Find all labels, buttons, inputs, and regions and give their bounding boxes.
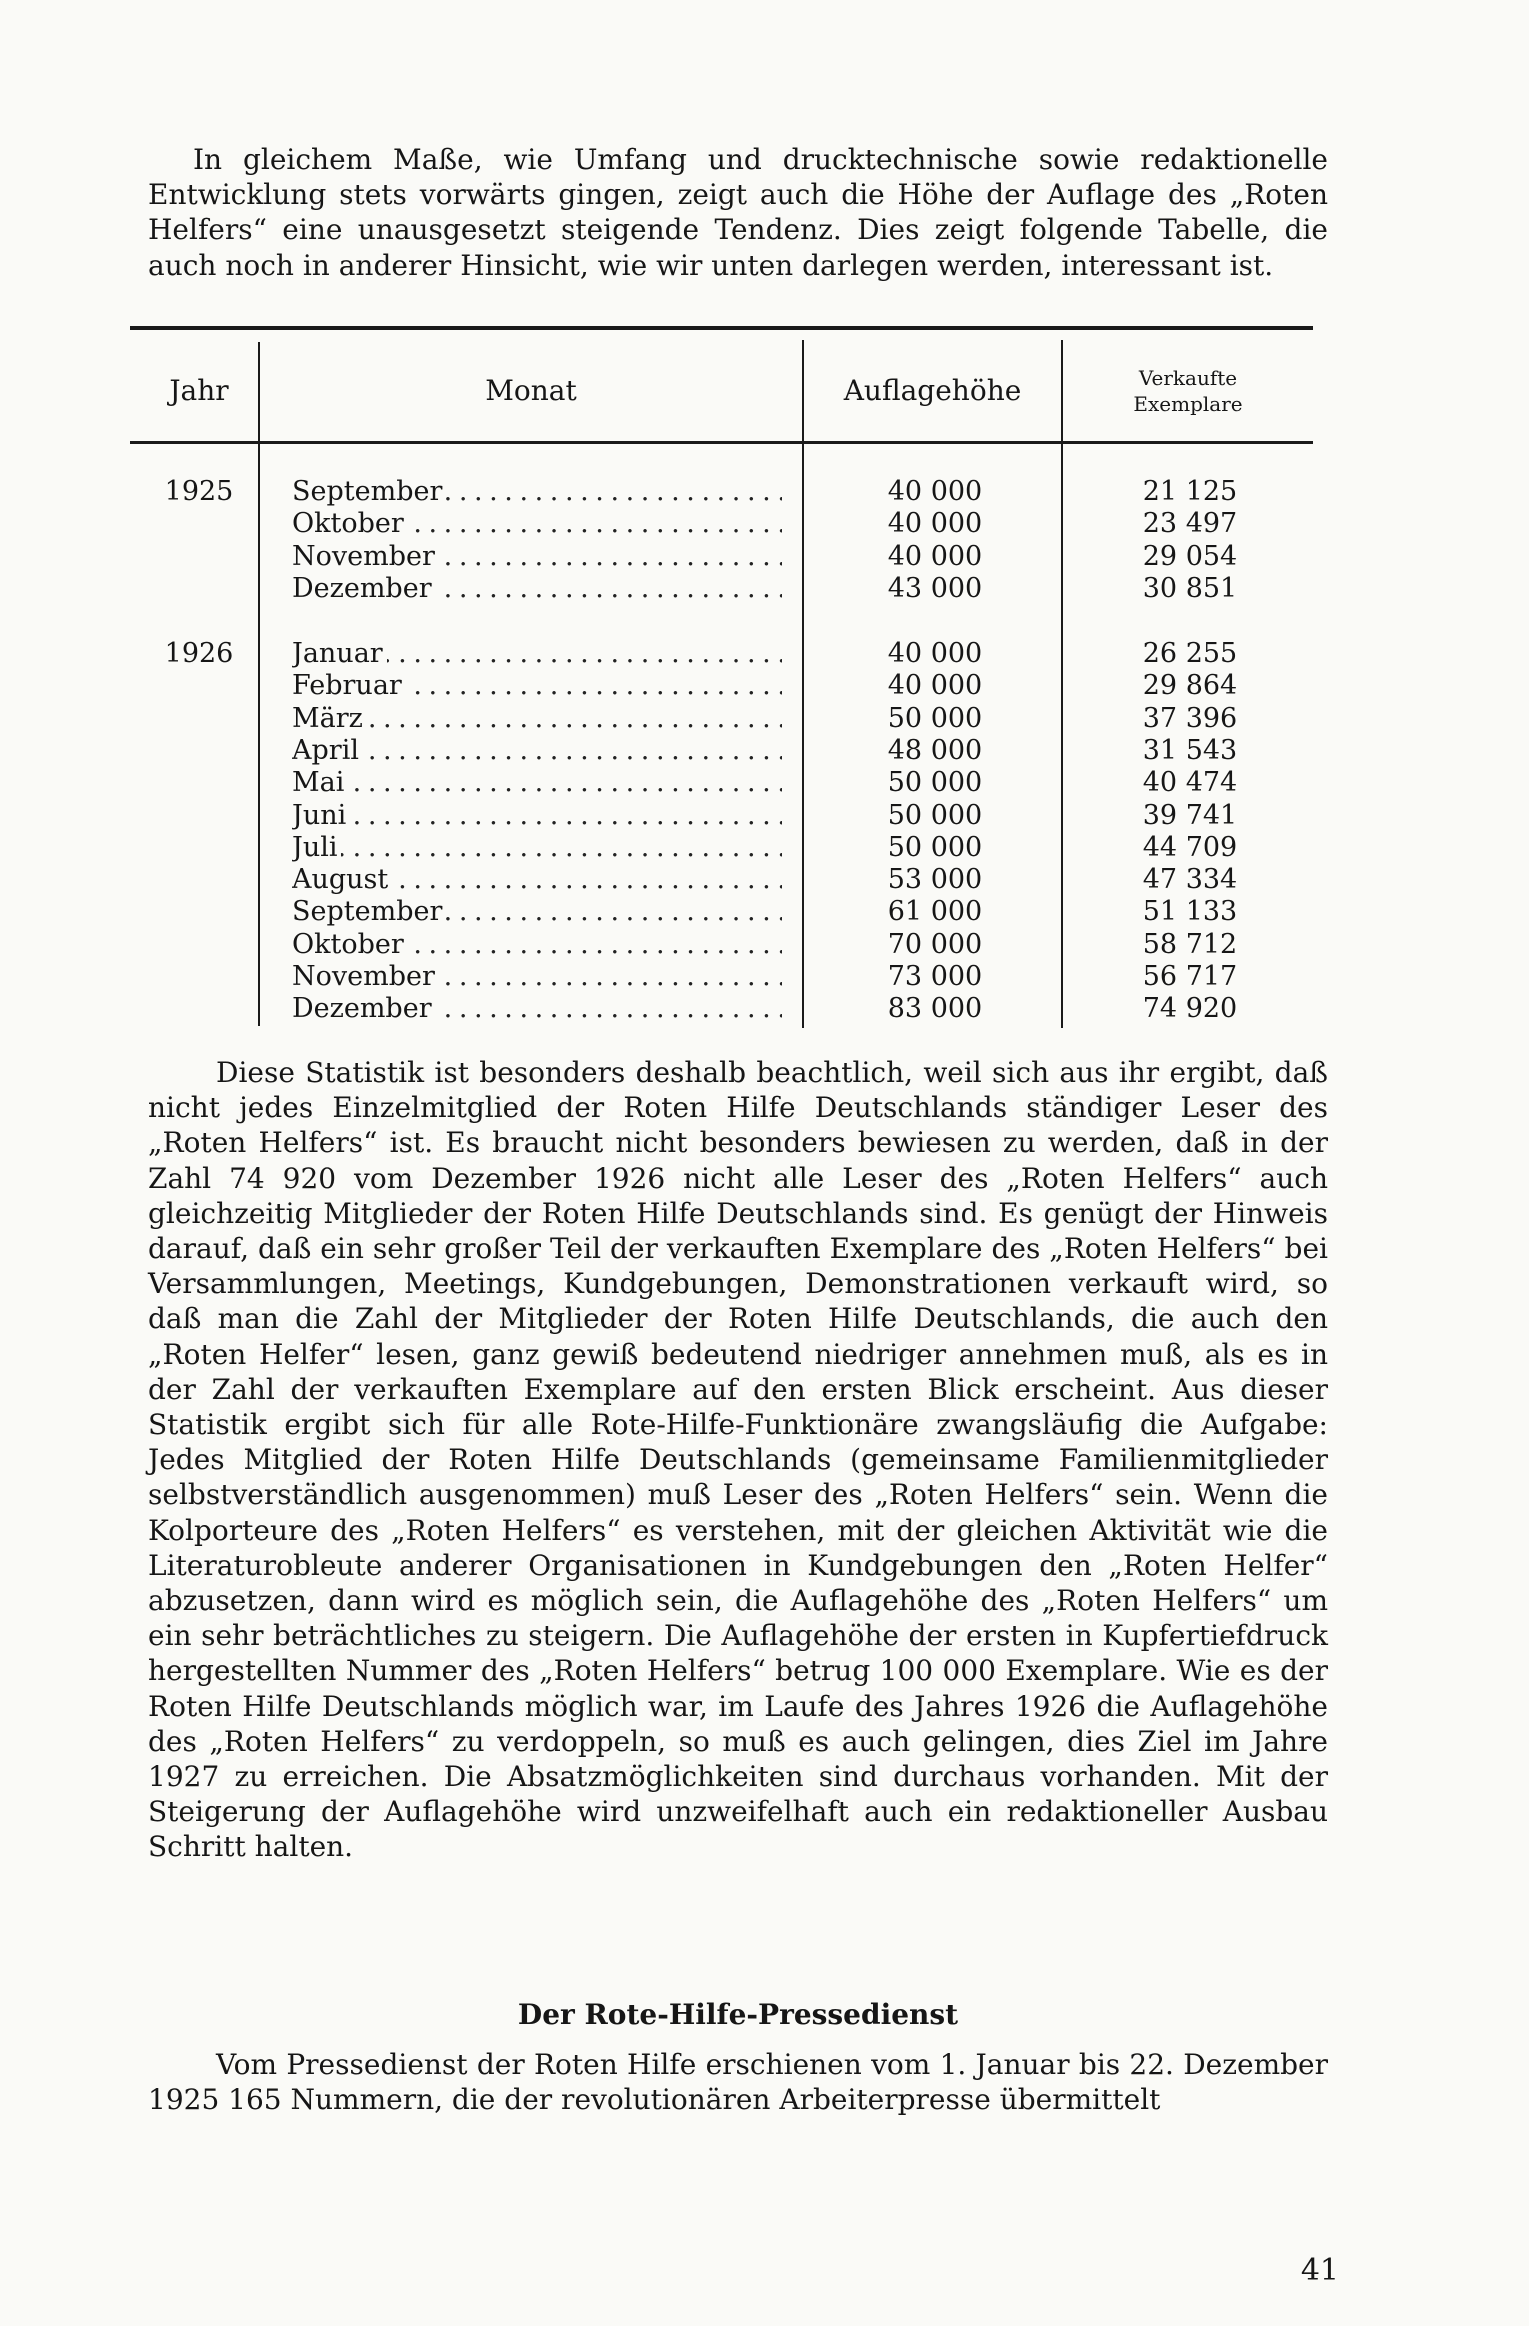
month-cell <box>292 508 782 540</box>
auflage-cell: 48 000 <box>887 734 983 766</box>
body-text: Diese Statistik ist besonders deshalb beachtlich, weil sich aus ihr ergibt, daß nicht jedes Einzelmitglied der Roten Hilfe Deutschlands ständiger Leser des „Roten Helfers“ ist. Es braucht nicht besonders bewiesen zu werden, daß in der Zahl 74 920 vom Dezember 1926 nicht alle Leser des „Roten Helfers“ auch gleichzeitig Mitglieder der Roten Hilfe Deutschlands sind. Es genügt der Hinweis darauf, daß ein sehr großer Teil der verkauften Exemplare des „Roten Helfers“ bei Versammlungen, Meetings, Kundgebungen, Demonstrationen verkauft wird, so daß man die Zahl der Mitglieder der Roten Hilfe Deutschlands, die auch den „Roten Helfer“ lesen, ganz gewiß bedeutend niedriger annehmen muß, als es in der Zahl der verkauften Exemplare auf den ersten Blick erscheint. Aus dieser Statistik ergibt sich für alle Rote-Hilfe-Funktionäre zwangsläufig die Aufgabe: Jedes Mitglied der Roten Hilfe Deutschlands (gemeinsame Familienmitglieder selbstverständlich ausgenommen) muß Leser des „Roten Helfers“ sein. Wenn die Kolporteure des „Roten Helfers“ es verstehen, mit der gleichen Aktivität wie die Literaturobleute anderer Organisationen in Kundgebungen den „Roten Helfer“ abzusetzen, dann wird es möglich sein, die Auflagehöhe des „Roten Helfers“ um ein sehr beträchtliches zu steigern. Die Auflagehöhe der ersten in Kupfertiefdruck hergestellten Nummer des „Roten Helfers“ betrug 100 000 Exemplare. Wie es der Roten Hilfe Deutschlands möglich war, im Laufe des Jahres 1926 die Auflagehöhe des „Roten Helfers“ zu verdoppeln, so muß es auch gelingen, dies Ziel im Jahre 1927 zu erreichen. Die Absatzmöglichkeiten sind durchaus vorhanden. Mit der Steigerung der Auflagehöhe wird unzweifelhaft auch ein redaktioneller Ausbau Schritt halten. <box>148 1056 1328 1864</box>
table-row <box>0 767 1529 799</box>
verkauft-cell: 74 920 <box>1142 993 1238 1025</box>
verkauft-cell: 37 396 <box>1142 702 1238 734</box>
auflage-cell: 40 000 <box>887 476 983 507</box>
month-cell <box>292 476 782 508</box>
verkauft-cell: 23 497 <box>1142 508 1238 540</box>
auflage-cell: 61 000 <box>887 896 983 928</box>
month-cell <box>292 800 782 832</box>
table-header-rule <box>130 441 1313 444</box>
table-row <box>0 961 1529 993</box>
month-cell <box>292 767 782 799</box>
month-name: November <box>292 541 439 572</box>
month-name: November <box>292 961 439 992</box>
last-text: Vom Pressedienst der Roten Hilfe erschienen vom 1. Januar bis 22. Dezember 1925 165 Nummern, die der revolutionären Arbeiterpresse übermittelt <box>148 2048 1328 2117</box>
page-number: 41 <box>1300 2253 1339 2288</box>
header-verkauft <box>1063 365 1313 417</box>
verkauft-cell: 31 543 <box>1142 734 1238 766</box>
month-name: Oktober <box>292 508 408 539</box>
month-cell <box>292 896 782 928</box>
verkauft-cell: 58 712 <box>1142 928 1238 960</box>
month-name: Juli <box>292 832 341 863</box>
auflage-cell: 70 000 <box>887 928 983 960</box>
auflage-cell: 50 000 <box>887 799 983 831</box>
month-name: Februar <box>292 670 406 701</box>
auflage-cell: 53 000 <box>887 864 983 896</box>
header-verkauft-line1: Verkaufte <box>1138 366 1238 390</box>
month-name: Dezember <box>292 573 436 604</box>
month-name: August <box>292 864 392 895</box>
table-row <box>0 508 1529 540</box>
table-row <box>0 864 1529 896</box>
auflage-cell: 40 000 <box>887 638 983 669</box>
section-heading: Der Rote-Hilfe-Pressedienst <box>517 1998 959 2031</box>
month-name: September <box>292 476 446 507</box>
month-cell <box>292 638 782 670</box>
table-row <box>0 929 1529 961</box>
verkauft-cell: 56 717 <box>1142 961 1238 992</box>
verkauft-cell: 26 255 <box>1142 638 1238 669</box>
month-cell <box>292 573 782 605</box>
auflage-cell: 50 000 <box>887 767 983 799</box>
table-row <box>0 993 1529 1025</box>
month-cell <box>292 864 782 896</box>
month-name: Dezember <box>292 993 436 1024</box>
month-name: Januar <box>292 638 387 669</box>
month-name: September <box>292 896 446 927</box>
month-name: März <box>292 703 367 734</box>
last-paragraph <box>148 2047 1328 2117</box>
verkauft-cell: 39 741 <box>1142 799 1238 831</box>
month-cell <box>292 832 782 864</box>
header-auflage: Auflagehöhe <box>843 374 1022 407</box>
intro-paragraph <box>148 142 1328 283</box>
table-row <box>0 476 1529 508</box>
month-name: April <box>292 735 363 766</box>
auflage-cell: 40 000 <box>887 508 983 540</box>
header-verkauft-line2: Exemplare <box>1133 392 1243 416</box>
auflage-cell: 73 000 <box>887 961 983 992</box>
auflage-cell: 43 000 <box>887 572 983 604</box>
month-cell <box>292 929 782 961</box>
table-row <box>0 573 1529 605</box>
verkauft-cell: 29 054 <box>1142 540 1238 572</box>
month-cell <box>292 993 782 1025</box>
body-paragraph <box>148 1055 1328 1865</box>
table-top-rule <box>130 326 1313 330</box>
auflage-cell: 50 000 <box>887 702 983 734</box>
intro-text: In gleichem Maße, wie Umfang und drucktechnische sowie redaktionelle Entwicklung stets vorwärts gingen, zeigt auch die Höhe der Auflage des „Roten Helfers“ eine unausgesetzt steigende Tendenz. Dies zeigt folgende Tabelle, die auch noch in anderer Hinsicht, wie wir unten darlegen werden, interessant ist. <box>148 143 1328 282</box>
verkauft-cell: 21 125 <box>1142 476 1238 507</box>
verkauft-cell: 29 864 <box>1142 670 1238 702</box>
month-cell <box>292 703 782 735</box>
year-label: 1926 <box>164 638 234 669</box>
verkauft-cell: 30 851 <box>1142 572 1238 604</box>
month-name: Oktober <box>292 929 408 960</box>
table-row <box>0 638 1529 670</box>
table-row <box>0 670 1529 702</box>
auflage-cell: 50 000 <box>887 831 983 863</box>
auflage-cell: 40 000 <box>887 670 983 702</box>
month-cell <box>292 961 782 993</box>
table-row <box>0 541 1529 573</box>
verkauft-cell: 51 133 <box>1142 896 1238 928</box>
table-row <box>0 896 1529 928</box>
year-label: 1925 <box>164 476 234 507</box>
month-name: Juni <box>292 800 350 831</box>
verkauft-cell: 44 709 <box>1142 831 1238 863</box>
month-name: Mai <box>292 767 348 798</box>
verkauft-cell: 47 334 <box>1142 864 1238 896</box>
month-cell <box>292 541 782 573</box>
table-row <box>0 832 1529 864</box>
auflage-cell: 40 000 <box>887 540 983 572</box>
table-row <box>0 800 1529 832</box>
header-month: Monat <box>485 374 577 407</box>
verkauft-cell: 40 474 <box>1142 767 1238 799</box>
header-year: Jahr <box>169 374 229 407</box>
month-cell <box>292 670 782 702</box>
month-cell <box>292 735 782 767</box>
auflage-cell: 83 000 <box>887 993 983 1025</box>
table-row <box>0 735 1529 767</box>
table-row <box>0 703 1529 735</box>
